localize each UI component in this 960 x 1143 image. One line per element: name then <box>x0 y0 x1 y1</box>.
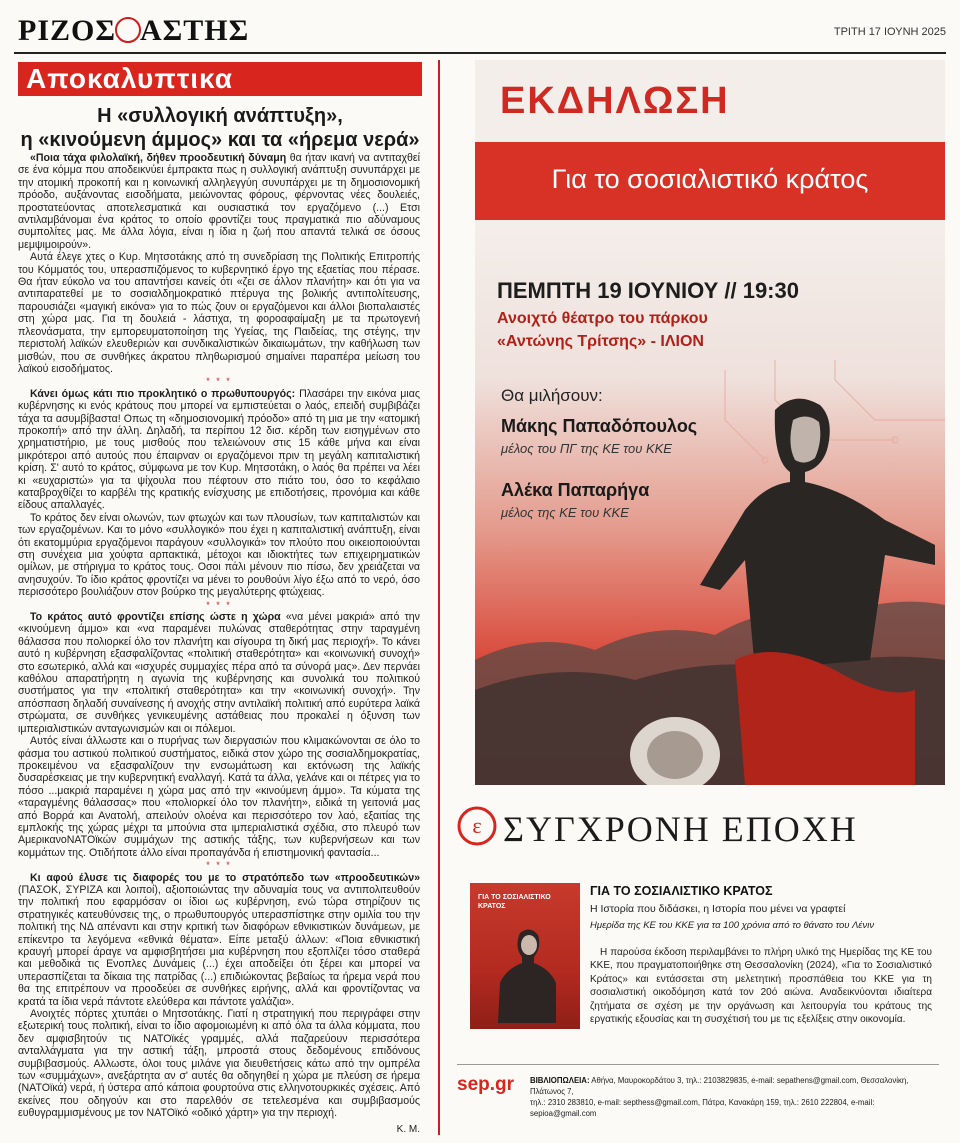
article-paragraph <box>18 872 420 1008</box>
newspaper-masthead <box>18 14 249 48</box>
lead-bold: «Ποια τάχα φιλολαϊκή, δήθεν προοδευτική δύναμη <box>30 152 287 164</box>
book-cover <box>470 883 580 1029</box>
section-label: Αποκαλυπτικα <box>18 62 422 96</box>
event-venue-line-1: Ανοιχτό θέατρο του πάρκου <box>497 310 708 327</box>
speaker-2-name: Αλέκα Παπαρήγα <box>501 480 650 500</box>
article-paragraph <box>18 152 420 251</box>
poster-banner <box>475 142 945 220</box>
publisher-logo-letter: ε <box>472 813 482 838</box>
book-cover-title: ΓΙΑ ΤΟ ΣΟΣΙΑΛΙΣΤΙΚΟ ΚΡΑΤΟΣ <box>478 894 551 910</box>
book-subtitle-event: Ημερίδα της ΚΕ του ΚΚΕ για τα 100 χρόνια από το θάνατο του Λένιν <box>590 920 875 931</box>
article-paragraph: Αυτός είναι άλλωστε και ο πυρήνας των διεργασιών που κλιμακώνονται σε όλο το φάσμα του αστικού πολιτικού συστήματος, ειδικά στον χώρο της σοσιαλδημοκρατίας, προκειμένου να εξασφαλίζουν την ενσωμάτωση και εκτόνωση της λαϊκής δυσαρέσκειας με την κυβερνητική εναλλαγή. Κατά τα άλλα, γελάνε και οι πέτρες για το πόσο ...μακριά παραμένει η χώρα μας από την «κινούμενη άμμο». Τα κύματα της «ταραγμένης θάλασσας» που «πολιορκεί όλο τον πλανήτη», ειδικά τη γειτονιά μας από Βορρά και Ανατολή, απειλούν ολοένα και περισσότερο τον λαό, εξαιτίας της εμπλοκής της χώρας μέχρι τα μπούνια στα ιμπεριαλιστικά σχέδια, στο πλευρό των ΑμερικανοΝΑΤΟϊκών συμμάχων της αστικής τάξης, των κυβερνήσεων και των κομμάτων της. Οτιδήποτε άλλο είναι προπαγάνδα ή επιστημονική φαντασία... <box>18 735 420 859</box>
issue-date: ΤΡΙΤΗ 17 ΙΟΥΝΗ 2025 <box>833 26 946 38</box>
column-divider <box>438 60 440 1135</box>
speakers-label: Θα μιλήσουν: <box>501 386 603 405</box>
lead-bold: Κάνει όμως κάτι πιο προκλητικό ο πρωθυπουργός: <box>30 387 296 400</box>
paragraph-text: (ΠΑΣΟΚ, ΣΥΡΙΖΑ και λοιποί), αξιοποιώντας την αδυναμία τους να αντιπολιτευθούν την πολιτική που εφαρμόσαν οι ίδιοι ως κυβέρνηση, ενώ τώρα στηρίζουν τις στρατηγικές κατευθύνσεις της, ο πρωθυπουργός υπερασπίστηκε στην ομιλία του την πολιτική της ΝΔ απέναντι και στην κριτική των διαφόρων εθνικιστικών δυνάμεων, με επίκεντρο τα λεγόμενα «εθνικά θέματα». Είπε μεταξύ άλλων: «Ποια εθνικιστική κραυγή μπορεί άραγε να αμφισβητήσει μια κυβέρνηση που εξοπλίζει τόσο σταθερά και μεθοδικά τις Ενοπλες Δυνάμεις (...) έχει αποδείξει ότι ξέρει και μπορεί να υπερασπίζεται τα δίκαια της πατρίδας (...) επιδιώκοντας βεβαίως τα ήρεμα νερά που θα της επιτρέπουν να προοδεύει σε συνθήκες ειρήνης, αλλά και φροντίζοντας να κρατά τα ίδια νερά πάντοτε ελεύθερα και πάντοτε γαλάζια». <box>18 883 420 1008</box>
event-datetime: ΠΕΜΠΤΗ 19 ΙΟΥΝΙΟΥ // 19:30 <box>497 278 799 303</box>
publisher-name: ΣΥΓΧΡΟΝΗ ΕΠΟΧΗ <box>503 809 858 849</box>
article-paragraph: Ανοιχτές πόρτες χτυπάει ο Μητσοτάκης. Γιατί η στρατηγική που περιγράφει στην εξωτερική τους πολιτική, είναι το ίδιο αφομοιωμένη κι από όλα τα άλλα κόμματα, που δεν αμφισβητούν τις ΝΑΤΟϊκές γραμμές, αλλά παζαρεύουν περισσότερα ανταλλάγματα για την αστική τάξη, μπροστά στους δεδομένους επιδόνους συμβιβασμούς. Αλλωστε, όλοι τους μιλάνε για διευθετήσεις κάτω από την ομπρέλα των «συμμάχων», ανεξάρτητα αν σ' αυτές θα οδηγηθεί η χώρα με πλεύση σε ήρεμα (ΝΑΤΟϊκά) νερά, ή ύστερα από κάποια φουρτούνα στις ελληνοτουρκικές σχέσεις. Από εκείνες που οδηγούν και στο παρελθόν σε τετελεσμένα και συμβιβασμούς ευθυγραμμισμένους με τον ΝΑΤΟϊκό «οδικό χάρτη» για την περιοχή. <box>18 1008 420 1120</box>
masthead-text-end: ΑΣΤΗΣ <box>139 14 250 47</box>
section-separator: * * * <box>206 599 232 610</box>
bookstore-contacts <box>530 1075 940 1119</box>
lead-bold: Το κράτος αυτό φροντίζει επίσης ώστε η χώρα <box>30 611 281 624</box>
masthead-divider <box>14 52 946 54</box>
contact-line-2: τηλ.: 2310 283810, e-mail: septhess@gmail.com, Πάτρα, Κανακάρη 159, τηλ.: 2610 222804, e-mail: sepioa@gmail.com <box>530 1098 875 1118</box>
lead-bold: Κι αφού έλυσε τις διαφορές του με το στρατόπεδο των «προοδευτικών» <box>30 871 420 884</box>
book-subtitle: Η Ιστορία που διδάσκει, η Ιστορία που μένει να γραφτεί <box>590 903 846 915</box>
article-body <box>18 152 420 1136</box>
article-headline <box>18 104 422 152</box>
book-description: Η παρούσα έκδοση περιλαμβάνει το πλήρη υλικό της Ημερίδας της ΚΕ του ΚΚΕ, που πραγματοποιήθηκε στη Θεσσαλονίκη (2024), «Για το Σοσιαλιστικό Κράτος» και εντάσσεται στη μελετητική προσπάθεια του ΚΚΕ για τη σοσιαλιστική οικοδόμηση κατά τον 20ό αιώνα. Αναδεικνύονται ιδιαίτερα ζητήματα σε σχέση με την οργάνωση και λειτουργία του κράτους της εργατικής εξουσίας και τη συσχέτισή του με τις εξελίξεις στην οικονομία. <box>590 947 932 1026</box>
contact-line-1: Αθήνα, Μαυροκορδάτου 3, τηλ.: 2103829835, e-mail: sepathens@gmail.com, Θεσσαλονίκη, Πλάτωνος 7, <box>530 1076 909 1096</box>
headline-line-2: η «κινούμενη άμμος» και τα «ήρεμα νερά» <box>20 129 420 151</box>
paragraph-text: θα ήταν ικανή να αντιταχθεί σε ένα κόμμα που αποδεικνύει έμπρακτα πως η συλλογική ανάπτυξη συνυπάρχει με την ατομική προκοπή και η κοινωνική αλληλεγγύη συνυπάρχει με τη δημοσιονομική πρόοδο, αυξάνοντας εισοδήματα, μειώνοντας φόρους, φέρνοντας νέες δουλειές, προστατεύοντας αποτελεσματικά και ουσιαστικά τον εργαζόμενο (...) Ετσι αντιλαμβάνομαι ένα κράτος το οποίο φροντίζει τους πραγματικά πιο αδύναμους συμπολίτες μας. Με άλλα λόγια, είναι η ίδια η ζωή που απαντά τελικά σε όσους μεμψιμοιρούν». <box>18 152 420 251</box>
article-paragraph: Αυτά έλεγε χτες ο Κυρ. Μητσοτάκης από τη συνεδρίαση της Πολιτικής Επιτροπής του Κόμματός του, υπερασπιζόμενος το κυβερνητικό έργο της εξαετίας που πέρασε. Θα ήταν εύκολο να του απαντήσει κανείς ότι «ζει σε άλλον πλανήτη» και ότι για να αντιπαρατεθεί με το σοσιαλδημοκρατικό πτέρυγα της βολικής αντιπολίτευσης, παρουσιάζει «μαγική εικόνα» για το πώς ζουν οι εργαζόμενοι και άλλοι βιοπαλαιστές στη χώρα μας. Για τη δουλειά - λάστιχα, τη φοροαφαίμαξη με τα πρωτογενή πλεονάσματα, την εμπορευματοποίηση της Υγείας, της Παιδείας, της στέγης, την περιστολή λαϊκών ελευθεριών και συνδικαλιστικών δικαιωμάτων, την καθήλωση των μισθών, που σε συνθήκες άκρατου πληθωρισμού σημαίνει παραπέρα μείωση του λαϊκού εισοδήματος. <box>18 251 420 375</box>
article-paragraph <box>18 611 420 735</box>
speaker-1-name: Μάκης Παπαδόπουλος <box>501 416 698 436</box>
headline-line-1: Η «συλλογική ανάπτυξη», <box>97 105 343 127</box>
event-venue-line-2: «Αντώνης Τρίτσης» - ΙΛΙΟΝ <box>497 333 704 350</box>
section-separator: * * * <box>206 860 232 871</box>
paragraph-text: «να μένει μακριά» από την «κινούμενη άμμο» και «να παραμένει πυλώνας σταθερότητας στην ταραγμένη θάλασσα που πολιορκεί όλο τον πλανήτη και σίγουρα τη δική μας περιοχή». Το κάνει αυτό η κυβέρνηση εξασφαλίζοντας «πολιτική σταθερότητα» και «κοινωνική συνοχή» στο εσωτερικό, αλλά και «ισχυρές συμμαχίες πέρα από τα σύνορά μας». Δεν περνάει καθόλου απαρατήρητη η αγωνία της κυβέρνησης και συνολικά του πολιτικού συστήματος για την «πολιτική σταθερότητα» και την «κοινωνική συνοχή». Την απόσπαση δηλαδή συναίνεσης ή ανοχής στην αντιλαϊκή πολιτική από ευρύτερα λαϊκά στρώματα, σε συνθήκες γενικευμένης αστάθειας που προκαλεί η όξυνση των ιμπεριαλιστικών ανταγωνισμών και οι πόλεμοι. <box>18 611 420 735</box>
publisher-logo-icon <box>457 806 497 846</box>
footer-divider <box>457 1064 939 1065</box>
book-cover-illustration <box>490 923 560 1023</box>
speaker-1-role: μέλος του ΠΓ της ΚΕ του ΚΚΕ <box>501 441 672 456</box>
book-title: ΓΙΑ ΤΟ ΣΟΣΙΑΛΙΣΤΙΚΟ ΚΡΑΤΟΣ <box>590 884 773 898</box>
event-poster <box>475 60 945 785</box>
speaker-2-role: μέλος της ΚΕ του ΚΚΕ <box>501 505 629 520</box>
author-signature: Κ. Μ. <box>396 1123 420 1135</box>
paragraph-text: Πλασάρει την εικόνα μιας κυβέρνησης κι ενός κράτους που μπορεί να εμπιστεύεται ο λαός, επειδή συμβιβάζει τάχα τα ασυμβίβαστα! Οπως τη «δημοσιονομική πρόοδο» από τη μια με την «ατομική προκοπή» από την άλλη. Δηλαδή, τα περίπου 12 δισ. κέρδη των εισηγμένων στο χρηματιστήριο, με τους μισθούς που τελειώνουν στις 15 κάθε μήνα και είναι μικρότεροι από αυτούς που έπαιρναν οι εργαζόμενοι πριν τη μεγάλη καπιταλιστική κρίση. Σ' αυτό το κράτος, σύμφωνα με τον Κυρ. Μητσοτάκη, ο λαός θα πρέπει να λέει κι «ευχαριστώ» για τα ψίχουλα που πέφτουν στο πιάτο του, όσο το κεφάλαιο καταβροχθίζει το καρβέλι της κρατικής ενίσχυσης με επιδοτήσεις, προνόμια και κάθε είδους απαλλαγές. <box>18 387 420 512</box>
poster-banner-text: Για το σοσιαλιστικό κράτος <box>551 164 869 194</box>
masthead-text-start: ΡΙΖΟΣ <box>18 14 116 47</box>
article-paragraph: Το κράτος δεν είναι ολωνών, των φτωχών και των πλουσίων, των καπιταλιστών και των εργαζομένων. Και το μόνο «συλλογικό» που έχει η καπιταλιστική ανάπτυξη, είναι ότι εκατομμύρια εργαζόμενοι παράγουν «συλλογικά» τον πλούτο που οικειοποιούνται στη συνέχεια μια χούφτα αρπακτικά, μέτοχοι και ιδιοκτήτες των επιχειρηματικών ομίλων, με στήριγμα το κράτος τους. Οσοι πάλι μένουν πιο πίσω, δεν χρειάζεται να ανησυχούν. Το ίδιο κράτος φροντίζει να μένει το ρουθούνι λίγο έξω από το νερό, όσο περισσότερο βουλιάζουν στον βούρκο της μεγαλύτερης φτώχειας. <box>18 511 420 599</box>
contact-label: ΒΙΒΛΙΟΠΩΛΕΙΑ: <box>530 1076 590 1085</box>
poster-title: ΕΚΔΗΛΩΣΗ <box>500 80 730 122</box>
article-paragraph <box>18 388 420 512</box>
publisher-website: sep.gr <box>457 1074 515 1095</box>
section-separator: * * * <box>206 376 232 387</box>
hammer-sickle-star-icon <box>115 17 141 43</box>
